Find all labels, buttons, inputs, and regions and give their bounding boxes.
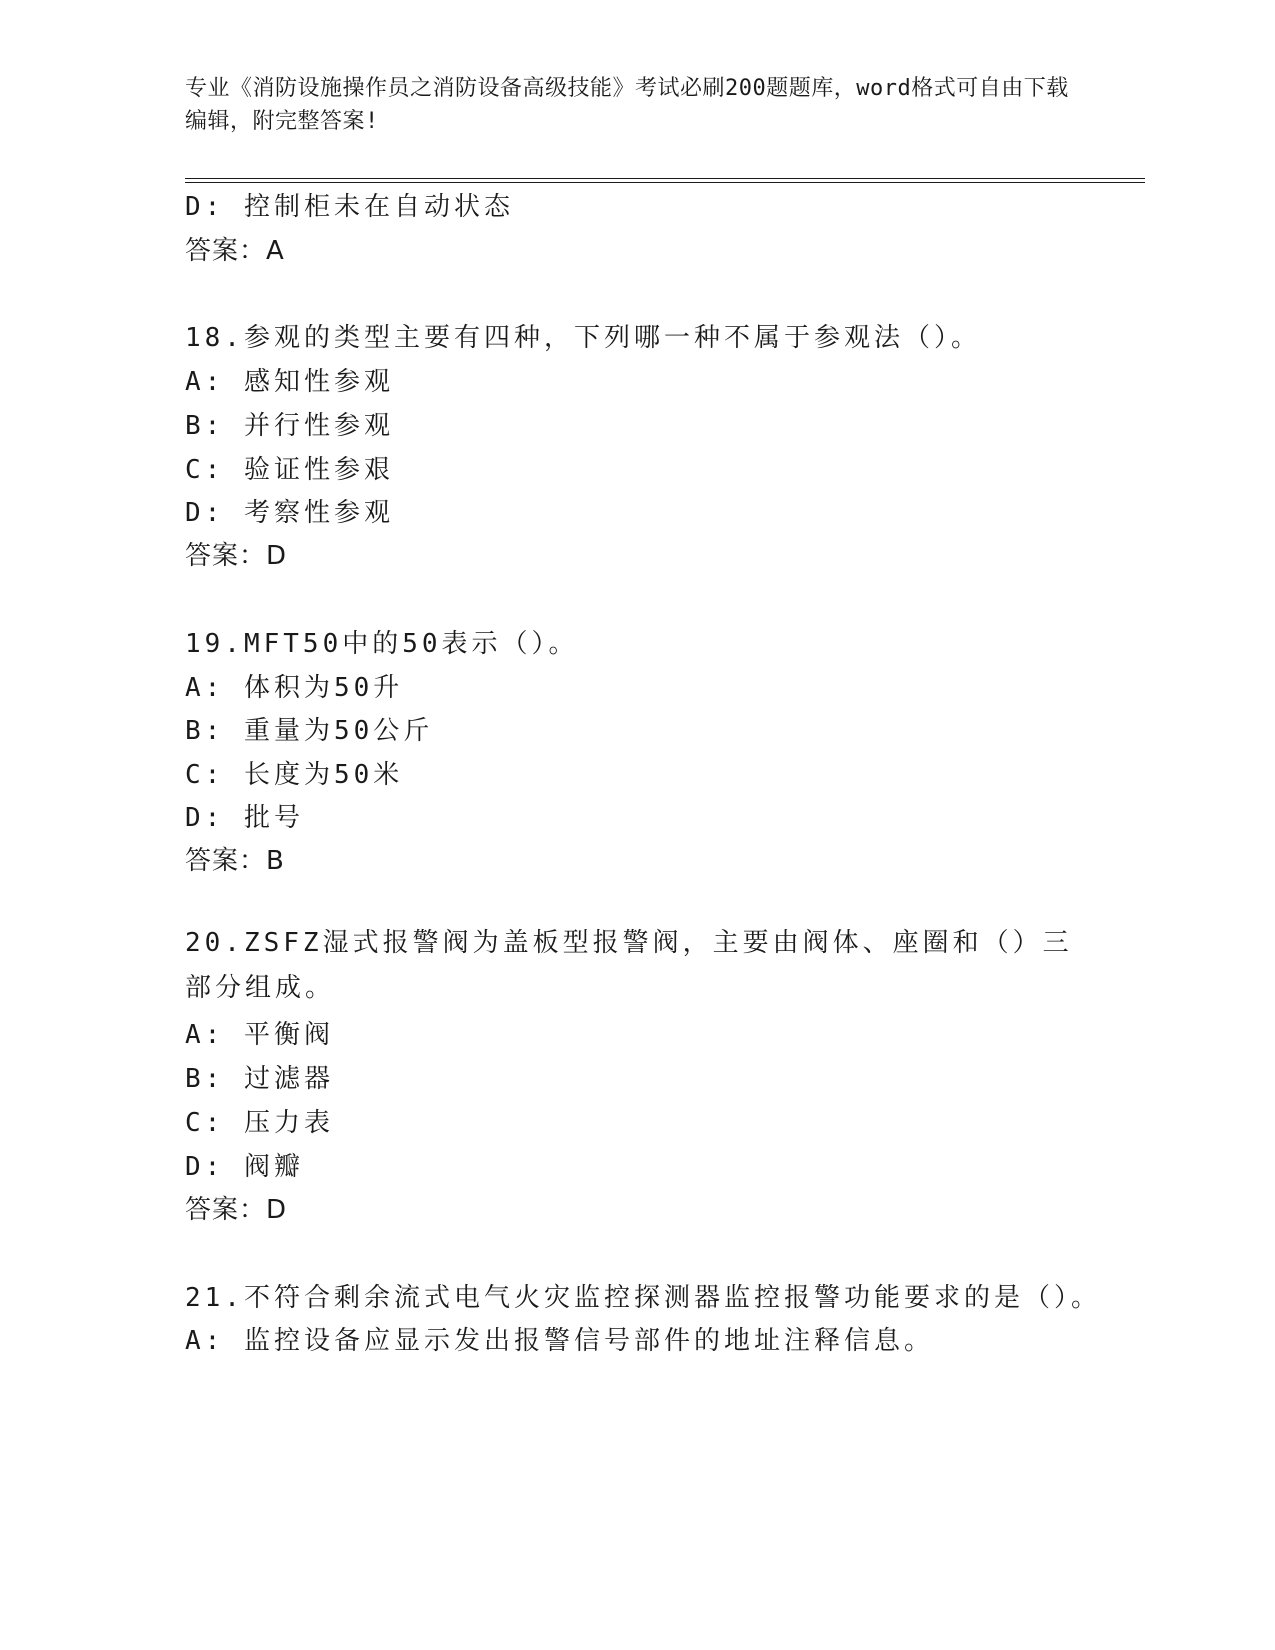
option-19-b: B: 重量为50公斤 bbox=[185, 716, 434, 746]
header-divider-bottom bbox=[185, 182, 1145, 183]
option-20-c: C: 压力表 bbox=[185, 1108, 334, 1138]
option-19-a: A: 体积为50升 bbox=[185, 673, 404, 703]
document-header: 专业《消防设施操作员之消防设备高级技能》考试必刷200题题库，word格式可自由下载编辑，附完整答案! bbox=[185, 76, 1069, 134]
option-20-a: A: 平衡阀 bbox=[185, 1020, 334, 1050]
header-divider-top bbox=[185, 178, 1145, 179]
answer-17: 答案：A bbox=[185, 236, 285, 266]
answer-19: 答案：B bbox=[185, 846, 285, 876]
option-17-d: D: 控制柜未在自动状态 bbox=[185, 192, 514, 222]
option-18-a: A: 感知性参观 bbox=[185, 367, 394, 397]
option-21-a: A: 监控设备应显示发出报警信号部件的地址注释信息。 bbox=[185, 1326, 934, 1356]
question-18: 18.参观的类型主要有四种，下列哪一种不属于参观法（）。 bbox=[185, 323, 981, 353]
option-19-d: D: 批号 bbox=[185, 803, 304, 833]
option-20-d: D: 阀瓣 bbox=[185, 1152, 304, 1182]
option-20-b: B: 过滤器 bbox=[185, 1064, 334, 1094]
answer-18: 答案：D bbox=[185, 541, 288, 571]
option-18-c: C: 验证性参艰 bbox=[185, 455, 394, 485]
question-19: 19.MFT50中的50表示（）。 bbox=[185, 629, 579, 659]
option-18-b: B: 并行性参观 bbox=[185, 411, 394, 441]
question-21: 21.不符合剩余流式电气火灾监控探测器监控报警功能要求的是（）。 bbox=[185, 1283, 1101, 1313]
option-19-c: C: 长度为50米 bbox=[185, 760, 404, 790]
answer-20: 答案：D bbox=[185, 1195, 288, 1225]
option-18-d: D: 考察性参观 bbox=[185, 498, 394, 528]
question-20: 20.ZSFZ湿式报警阀为盖板型报警阀，主要由阀体、座圈和（）三部分组成。 bbox=[185, 928, 1073, 1003]
